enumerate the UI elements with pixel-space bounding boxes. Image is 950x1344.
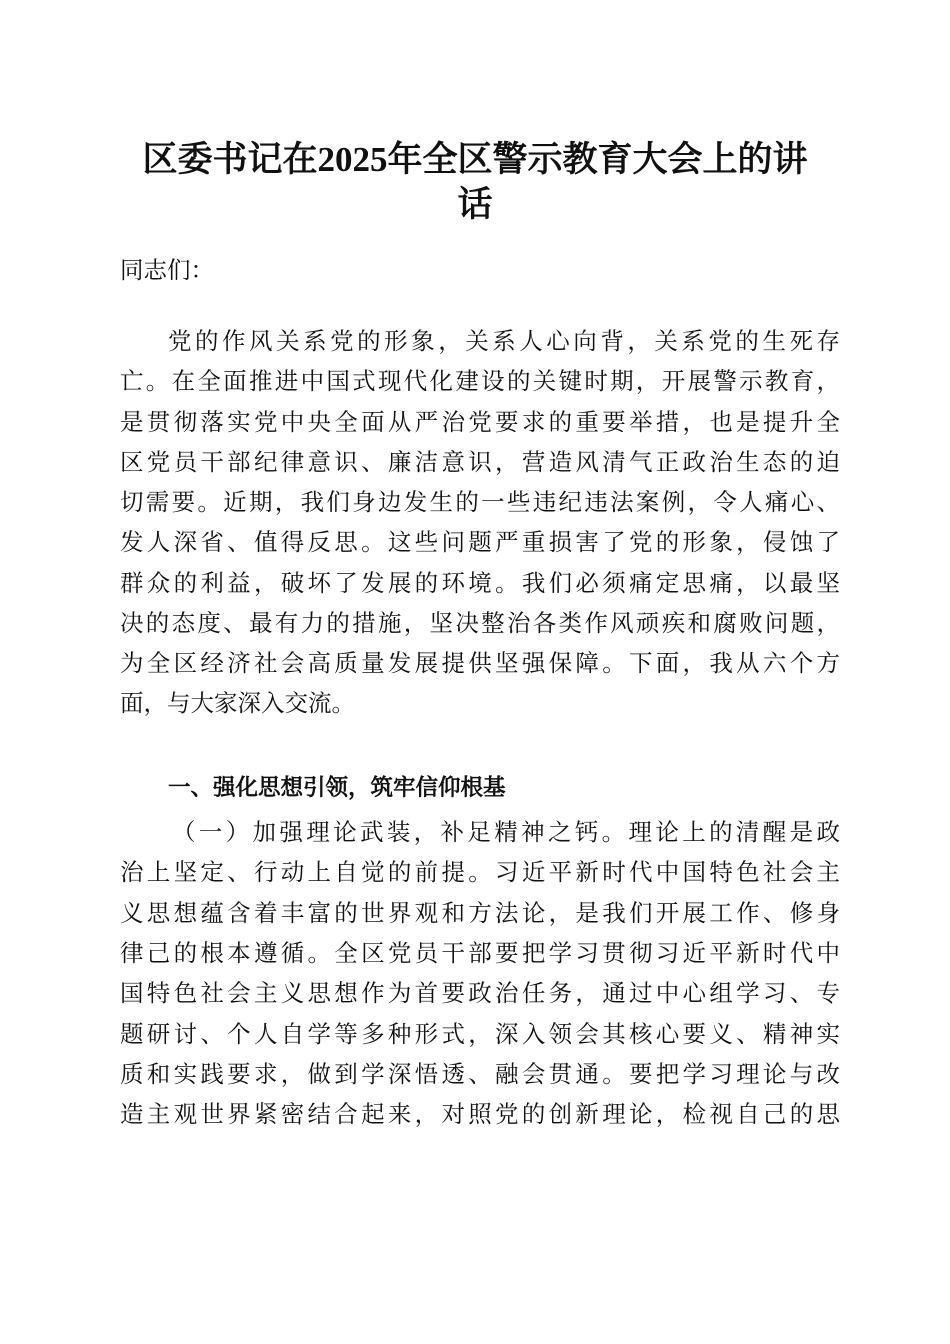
text-line: （一）加强理论武装，补足精神之钙。理论上的清醒是政	[172, 818, 840, 846]
text-line: 律己的根本遵循。全区党员干部要把学习贯彻习近平新时代中	[120, 939, 840, 967]
text-line: 切需要。近期，我们身边发生的一些违纪违法案例，令人痛心、	[120, 488, 840, 516]
text-line: 为全区经济社会高质量发展提供坚强保障。下面，我从六个方	[120, 649, 840, 677]
section-heading-1: 一、强化思想引领，筑牢信仰根基	[168, 775, 506, 801]
text-line: 质和实践要求，做到学深悟透、融会贯通。要把学习理论与改	[120, 1060, 840, 1088]
text-line: 党的作风关系党的形象，关系人心向背，关系党的生死存	[168, 327, 840, 355]
text-line: 发人深省、值得反思。这些问题严重损害了党的形象，侵蚀了	[120, 528, 840, 556]
text-line: 群众的利益，破坏了发展的环境。我们必须痛定思痛，以最坚	[120, 569, 840, 597]
text-line: 国特色社会主义思想作为首要政治任务，通过中心组学习、专	[120, 979, 840, 1007]
text-line: 面，与大家深入交流。	[120, 689, 355, 717]
text-line: 区党员干部纪律意识、廉洁意识，营造风清气正政治生态的迫	[120, 448, 840, 476]
text-line: 治上坚定、行动上自觉的前提。习近平新时代中国特色社会主	[120, 858, 840, 886]
text-line: 义思想蕴含着丰富的世界观和方法论，是我们开展工作、修身	[120, 899, 840, 927]
document-title-line-1: 区委书记在2025年全区警示教育大会上的讲	[142, 140, 808, 179]
salutation: 同志们：	[120, 256, 214, 284]
text-line: 题研讨、个人自学等多种形式，深入领会其核心要义、精神实	[120, 1020, 840, 1048]
text-line: 亡。在全面推进中国式现代化建设的关键时期，开展警示教育，	[120, 367, 840, 395]
text-line: 是贯彻落实党中央全面从严治党要求的重要举措，也是提升全	[120, 408, 840, 436]
text-line: 造主观世界紧密结合起来，对照党的创新理论，检视自己的思	[120, 1100, 840, 1128]
text-line: 决的态度、最有力的措施，坚决整治各类作风顽疾和腐败问题，	[120, 609, 840, 637]
document-title-line-2: 话	[457, 185, 493, 224]
